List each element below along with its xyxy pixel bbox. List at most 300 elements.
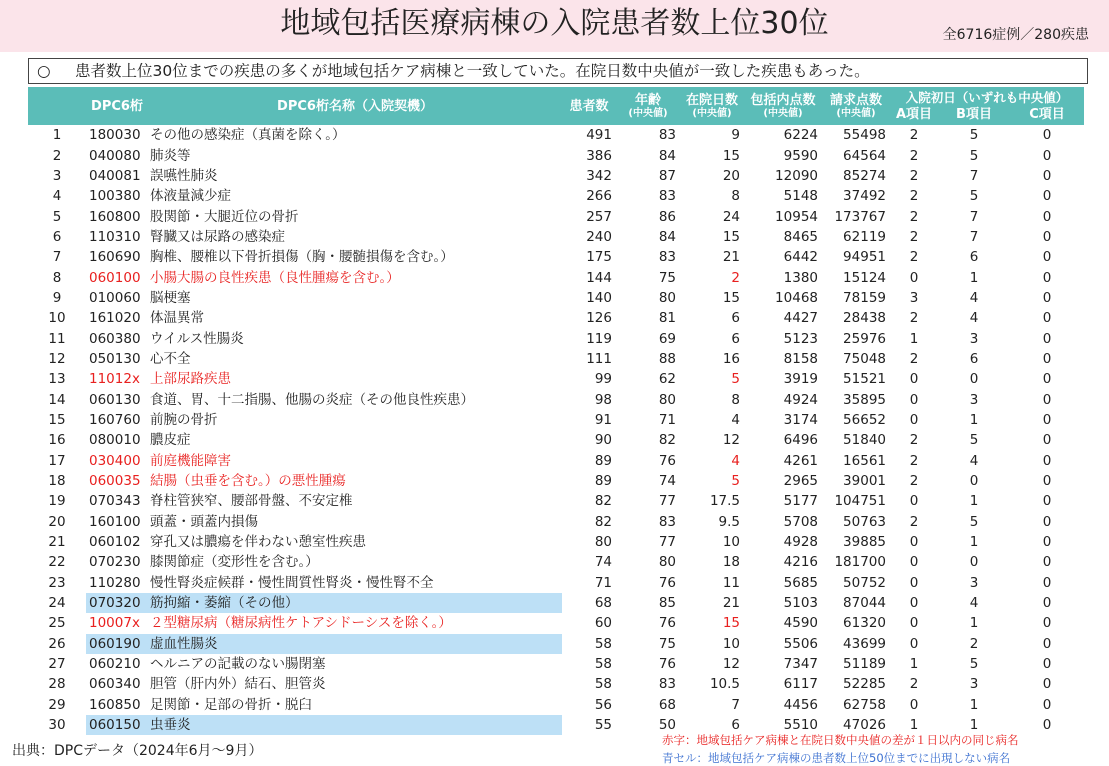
stay-median: 11 — [722, 574, 740, 591]
b-score: 7 — [969, 228, 979, 245]
patient-count: 89 — [594, 473, 612, 490]
b-score: 5 — [969, 432, 979, 449]
table-row — [28, 145, 1084, 165]
header-age: 年齢 (中央値) — [628, 92, 668, 119]
billed-points: 43699 — [843, 635, 886, 652]
row-number: 4 — [52, 188, 62, 205]
c-score: 0 — [1042, 371, 1052, 388]
inhouse-points: 3919 — [783, 371, 818, 388]
billed-points: 78159 — [843, 289, 886, 306]
billed-points: 25976 — [843, 330, 886, 347]
c-score: 0 — [1042, 656, 1052, 673]
dpc-code: 050130 — [89, 350, 141, 367]
age-median: 76 — [658, 656, 676, 673]
age-median: 69 — [658, 330, 676, 347]
patient-count: 90 — [594, 432, 612, 449]
patient-count: 98 — [594, 391, 612, 408]
case-count-subtitle: 全6716症例／280疾患 — [942, 27, 1089, 43]
summary-box — [28, 58, 1088, 84]
inhouse-points: 4456 — [783, 696, 818, 713]
patient-count: 80 — [594, 534, 612, 551]
row-number: 3 — [52, 167, 62, 184]
dpc-name: 筋拘縮・萎縮（その他） — [148, 593, 562, 613]
dpc-name: 膝関節症（変形性を含む。） — [150, 554, 319, 571]
b-score: 7 — [969, 167, 979, 184]
c-score: 0 — [1042, 595, 1052, 612]
dpc-name: 膿皮症 — [150, 432, 191, 449]
stay-median: 15 — [722, 228, 740, 245]
stay-median: 6 — [731, 717, 740, 734]
patient-count: 99 — [594, 371, 612, 388]
header-no — [28, 87, 86, 125]
row-number: 15 — [48, 411, 66, 428]
b-score: 5 — [969, 147, 979, 164]
billed-points: 62119 — [843, 228, 886, 245]
row-number: 7 — [52, 249, 62, 266]
patient-count: 74 — [594, 554, 612, 571]
stay-median: 2 — [731, 269, 740, 286]
a-score: 2 — [909, 127, 919, 144]
a-score: 0 — [909, 554, 919, 571]
patient-count: 58 — [594, 676, 612, 693]
patient-count: 82 — [594, 493, 612, 510]
top30-table — [28, 87, 1084, 735]
b-score: 4 — [969, 310, 979, 327]
dpc-code: 060150 — [86, 715, 148, 735]
c-score: 0 — [1042, 574, 1052, 591]
stay-median: 12 — [722, 432, 740, 449]
header-b: B項目 — [956, 107, 992, 122]
a-score: 0 — [909, 534, 919, 551]
dpc-code: 10007x — [89, 615, 140, 632]
a-score: 1 — [909, 656, 919, 673]
inhouse-points: 5708 — [783, 513, 818, 530]
c-score: 0 — [1042, 228, 1052, 245]
age-median: 84 — [658, 228, 676, 245]
inhouse-points: 8158 — [783, 350, 818, 367]
age-median: 87 — [658, 167, 676, 184]
age-median: 83 — [658, 676, 676, 693]
header-inhouse: 包括内点数 (中央値) — [750, 92, 816, 119]
inhouse-points: 4590 — [783, 615, 818, 632]
table-row — [28, 491, 1084, 511]
billed-points: 75048 — [843, 350, 886, 367]
a-score: 2 — [909, 452, 919, 469]
b-score: 3 — [969, 391, 979, 408]
header-patients: 患者数 — [569, 98, 609, 114]
a-score: 0 — [909, 696, 919, 713]
b-score: 1 — [969, 411, 979, 428]
a-score: 0 — [909, 391, 919, 408]
billed-points: 62758 — [843, 696, 886, 713]
inhouse-points: 4427 — [783, 310, 818, 327]
b-score: 3 — [969, 330, 979, 347]
a-score: 2 — [909, 473, 919, 490]
circle-bullet-icon: ○ — [37, 62, 51, 80]
a-score: 1 — [909, 717, 919, 734]
c-score: 0 — [1042, 534, 1052, 551]
dpc-name: 上部尿路疾患 — [150, 371, 231, 388]
patient-count: 71 — [594, 574, 612, 591]
inhouse-points: 12090 — [775, 167, 818, 184]
header-first-day-label: 入院初日（いずれも中央値） — [905, 90, 1069, 105]
b-score: 2 — [969, 635, 979, 652]
age-median: 74 — [658, 473, 676, 490]
b-score: 7 — [969, 208, 979, 225]
billed-points: 51840 — [843, 432, 886, 449]
inhouse-points: 4261 — [783, 452, 818, 469]
billed-points: 47026 — [843, 717, 886, 734]
dpc-code: 070343 — [89, 493, 141, 510]
table-row — [28, 288, 1084, 308]
table-row — [28, 166, 1084, 186]
patient-count: 342 — [586, 167, 612, 184]
patient-count: 55 — [594, 717, 612, 734]
a-score: 1 — [909, 330, 919, 347]
a-score: 0 — [909, 411, 919, 428]
stay-median: 6 — [731, 330, 740, 347]
c-score: 0 — [1042, 676, 1052, 693]
inhouse-points: 3174 — [783, 411, 818, 428]
stay-median: 5 — [731, 473, 740, 490]
legend-red-note: 赤字：地域包括ケア病棟と在院日数中央値の差が１日以内の同じ病名 — [662, 733, 1019, 747]
inhouse-points: 5510 — [783, 717, 818, 734]
patient-count: 240 — [586, 228, 612, 245]
patient-count: 58 — [594, 635, 612, 652]
table-row — [28, 186, 1084, 206]
dpc-code: 160760 — [89, 411, 141, 428]
c-score: 0 — [1042, 249, 1052, 266]
dpc-code: 060190 — [86, 634, 148, 654]
row-number: 10 — [48, 310, 66, 327]
c-score: 0 — [1042, 269, 1052, 286]
table-row — [28, 695, 1084, 715]
stay-median: 10 — [722, 534, 740, 551]
billed-points: 28438 — [843, 310, 886, 327]
inhouse-points: 10954 — [775, 208, 818, 225]
billed-points: 39001 — [843, 473, 886, 490]
a-score: 0 — [909, 595, 919, 612]
billed-points: 94951 — [843, 249, 886, 266]
table-row — [28, 369, 1084, 389]
stay-median: 18 — [722, 554, 740, 571]
table-row — [28, 593, 1084, 613]
c-score: 0 — [1042, 147, 1052, 164]
stay-median: 21 — [722, 249, 740, 266]
billed-points: 87044 — [843, 595, 886, 612]
dpc-code: 110280 — [89, 574, 141, 591]
row-number: 8 — [52, 269, 62, 286]
dpc-name: 頭蓋・頭蓋内損傷 — [150, 513, 258, 530]
table-row — [28, 308, 1084, 328]
stay-median: 5 — [731, 371, 740, 388]
stay-median: 9.5 — [718, 513, 740, 530]
dpc-code: 060210 — [89, 656, 141, 673]
c-score: 0 — [1042, 513, 1052, 530]
age-median: 81 — [658, 310, 676, 327]
dpc-name: 腎臓又は尿路の感染症 — [150, 228, 285, 245]
c-score: 0 — [1042, 493, 1052, 510]
dpc-code: 161020 — [89, 310, 141, 327]
dpc-code: 060380 — [89, 330, 141, 347]
patient-count: 68 — [594, 595, 612, 612]
age-median: 76 — [658, 615, 676, 632]
stay-median: 8 — [731, 391, 740, 408]
row-number: 27 — [48, 656, 66, 673]
age-median: 80 — [658, 289, 676, 306]
inhouse-points: 6117 — [783, 676, 818, 693]
a-score: 2 — [909, 676, 919, 693]
a-score: 0 — [909, 371, 919, 388]
inhouse-points: 4216 — [783, 554, 818, 571]
dpc-code: 010060 — [89, 289, 141, 306]
dpc-name: 心不全 — [150, 350, 191, 367]
patient-count: 119 — [586, 330, 612, 347]
a-score: 0 — [909, 615, 919, 632]
dpc-name: 体液量減少症 — [150, 188, 231, 205]
c-score: 0 — [1042, 554, 1052, 571]
table-row — [28, 532, 1084, 552]
row-number: 28 — [48, 676, 66, 693]
inhouse-points: 6442 — [783, 249, 818, 266]
row-number: 19 — [48, 493, 66, 510]
billed-points: 50763 — [843, 513, 886, 530]
inhouse-points: 6496 — [783, 432, 818, 449]
stay-median: 6 — [731, 310, 740, 327]
stay-median: 15 — [722, 289, 740, 306]
c-score: 0 — [1042, 127, 1052, 144]
row-number: 13 — [48, 371, 66, 388]
table-row — [28, 573, 1084, 593]
dpc-name: ２型糖尿病（糖尿病性ケトアシドーシスを除く。） — [150, 615, 452, 632]
stay-median: 24 — [722, 208, 740, 225]
c-score: 0 — [1042, 391, 1052, 408]
age-median: 77 — [658, 493, 676, 510]
row-number: 30 — [48, 717, 66, 734]
c-score: 0 — [1042, 350, 1052, 367]
age-median: 86 — [658, 208, 676, 225]
dpc-code: 030400 — [89, 452, 141, 469]
header-first-day — [890, 87, 1084, 125]
b-score: 3 — [969, 676, 979, 693]
dpc-name: 足関節・足部の骨折・脱臼 — [150, 696, 312, 713]
b-score: 6 — [969, 249, 979, 266]
table-row — [28, 634, 1084, 654]
billed-points: 61320 — [843, 615, 886, 632]
b-score: 0 — [969, 554, 979, 571]
a-score: 2 — [909, 228, 919, 245]
c-score: 0 — [1042, 411, 1052, 428]
age-median: 76 — [658, 452, 676, 469]
table-row — [28, 389, 1084, 409]
c-score: 0 — [1042, 615, 1052, 632]
stay-median: 10 — [722, 635, 740, 652]
header-c: C項目 — [1029, 107, 1065, 122]
row-number: 24 — [48, 595, 66, 612]
billed-points: 56652 — [843, 411, 886, 428]
inhouse-points: 9590 — [783, 147, 818, 164]
row-number: 17 — [48, 452, 66, 469]
age-median: 71 — [658, 411, 676, 428]
header-a: A項目 — [895, 107, 933, 122]
inhouse-points: 5123 — [783, 330, 818, 347]
age-median: 50 — [658, 717, 676, 734]
b-score: 5 — [969, 188, 979, 205]
patient-count: 60 — [594, 615, 612, 632]
row-number: 9 — [52, 289, 62, 306]
b-score: 1 — [969, 493, 979, 510]
dpc-name: 結腸（虫垂を含む。）の悪性腫瘍 — [150, 473, 346, 490]
row-number: 23 — [48, 574, 66, 591]
stay-median: 7 — [731, 696, 740, 713]
a-score: 0 — [909, 574, 919, 591]
dpc-name: 誤嚥性肺炎 — [150, 167, 218, 184]
a-score: 2 — [909, 249, 919, 266]
b-score: 4 — [969, 595, 979, 612]
c-score: 0 — [1042, 188, 1052, 205]
patient-count: 58 — [594, 656, 612, 673]
age-median: 80 — [658, 554, 676, 571]
age-median: 83 — [658, 188, 676, 205]
stay-median: 10.5 — [709, 676, 740, 693]
inhouse-points: 5148 — [783, 188, 818, 205]
patient-count: 266 — [586, 188, 612, 205]
dpc-name: 慢性腎炎症候群・慢性間質性腎炎・慢性腎不全 — [150, 574, 434, 591]
row-number: 1 — [52, 127, 62, 144]
age-median: 76 — [658, 574, 676, 591]
age-median: 83 — [658, 513, 676, 530]
table-row — [28, 430, 1084, 450]
row-number: 11 — [48, 330, 66, 347]
dpc-code: 060100 — [89, 269, 141, 286]
row-number: 20 — [48, 513, 66, 530]
a-score: 3 — [909, 289, 919, 306]
inhouse-points: 4928 — [783, 534, 818, 551]
table-row — [28, 227, 1084, 247]
billed-points: 35895 — [843, 391, 886, 408]
billed-points: 173767 — [834, 208, 886, 225]
b-score: 5 — [969, 656, 979, 673]
a-score: 2 — [909, 188, 919, 205]
age-median: 84 — [658, 147, 676, 164]
inhouse-points: 5103 — [783, 595, 818, 612]
inhouse-points: 4924 — [783, 391, 818, 408]
dpc-code: 160690 — [89, 249, 141, 266]
b-score: 5 — [969, 127, 979, 144]
b-score: 0 — [969, 473, 979, 490]
row-number: 29 — [48, 696, 66, 713]
dpc-code: 060340 — [89, 676, 141, 693]
dpc-code: 070230 — [89, 554, 141, 571]
a-score: 2 — [909, 350, 919, 367]
inhouse-points: 5177 — [783, 493, 818, 510]
patient-count: 111 — [586, 350, 612, 367]
row-number: 2 — [52, 147, 62, 164]
c-score: 0 — [1042, 473, 1052, 490]
b-score: 4 — [969, 452, 979, 469]
inhouse-points: 6224 — [783, 127, 818, 144]
age-median: 85 — [658, 595, 676, 612]
stay-median: 4 — [731, 452, 740, 469]
dpc-name: 虚血性腸炎 — [148, 634, 562, 654]
table-row — [28, 125, 1084, 145]
patient-count: 386 — [586, 147, 612, 164]
billed-points: 51189 — [843, 656, 886, 673]
table-row — [28, 451, 1084, 471]
patient-count: 82 — [594, 513, 612, 530]
c-score: 0 — [1042, 717, 1052, 734]
dpc-code: 110310 — [89, 228, 141, 245]
dpc-name: 前庭機能障害 — [150, 452, 231, 469]
dpc-name: 肺炎等 — [150, 147, 191, 164]
c-score: 0 — [1042, 167, 1052, 184]
header-billed: 請求点数 (中央値) — [829, 92, 882, 119]
page-title: 地域包括医療病棟の入院患者数上位30位 — [280, 6, 829, 41]
a-score: 0 — [909, 493, 919, 510]
age-median: 68 — [658, 696, 676, 713]
age-median: 77 — [658, 534, 676, 551]
dpc-code: 070320 — [86, 593, 148, 613]
inhouse-points: 7347 — [783, 656, 818, 673]
dpc-name: 胆管（肝内外）結石、胆管炎 — [150, 676, 326, 693]
dpc-code: 040081 — [89, 167, 141, 184]
dpc-name: 虫垂炎 — [148, 715, 562, 735]
dpc-code: 160100 — [89, 513, 141, 530]
legend-blue-note: 青セル：地域包括ケア病棟の患者数上位50位までに出現しない病名 — [662, 751, 1011, 765]
dpc-code: 040080 — [89, 147, 141, 164]
table-row — [28, 674, 1084, 694]
row-number: 18 — [48, 473, 66, 490]
patient-count: 257 — [586, 208, 612, 225]
patient-count: 126 — [586, 310, 612, 327]
patient-count: 91 — [594, 411, 612, 428]
row-number: 21 — [48, 534, 66, 551]
billed-points: 39885 — [843, 534, 886, 551]
inhouse-points: 2965 — [783, 473, 818, 490]
inhouse-points: 5506 — [783, 635, 818, 652]
table-row — [28, 410, 1084, 430]
table-row — [28, 654, 1084, 674]
dpc-code: 060102 — [89, 534, 141, 551]
stay-median: 9 — [731, 127, 740, 144]
row-number: 14 — [48, 391, 66, 408]
stay-median: 4 — [731, 411, 740, 428]
a-score: 2 — [909, 147, 919, 164]
patient-count: 491 — [586, 127, 612, 144]
dpc-code: 160850 — [89, 696, 141, 713]
c-score: 0 — [1042, 208, 1052, 225]
patient-count: 56 — [594, 696, 612, 713]
billed-points: 104751 — [834, 493, 886, 510]
b-score: 1 — [969, 534, 979, 551]
table-row — [28, 613, 1084, 633]
dpc-name: その他の感染症（真菌を除く。） — [150, 127, 346, 144]
age-median: 80 — [658, 391, 676, 408]
row-number: 12 — [48, 350, 66, 367]
row-number: 16 — [48, 432, 66, 449]
c-score: 0 — [1042, 330, 1052, 347]
row-number: 25 — [48, 615, 66, 632]
a-score: 0 — [909, 635, 919, 652]
billed-points: 37492 — [843, 188, 886, 205]
c-score: 0 — [1042, 696, 1052, 713]
table-row — [28, 206, 1084, 226]
billed-points: 16561 — [843, 452, 886, 469]
b-score: 0 — [969, 371, 979, 388]
header-name: DPC6桁名称（入院契機） — [277, 98, 433, 114]
row-number: 6 — [52, 228, 62, 245]
b-score: 5 — [969, 513, 979, 530]
